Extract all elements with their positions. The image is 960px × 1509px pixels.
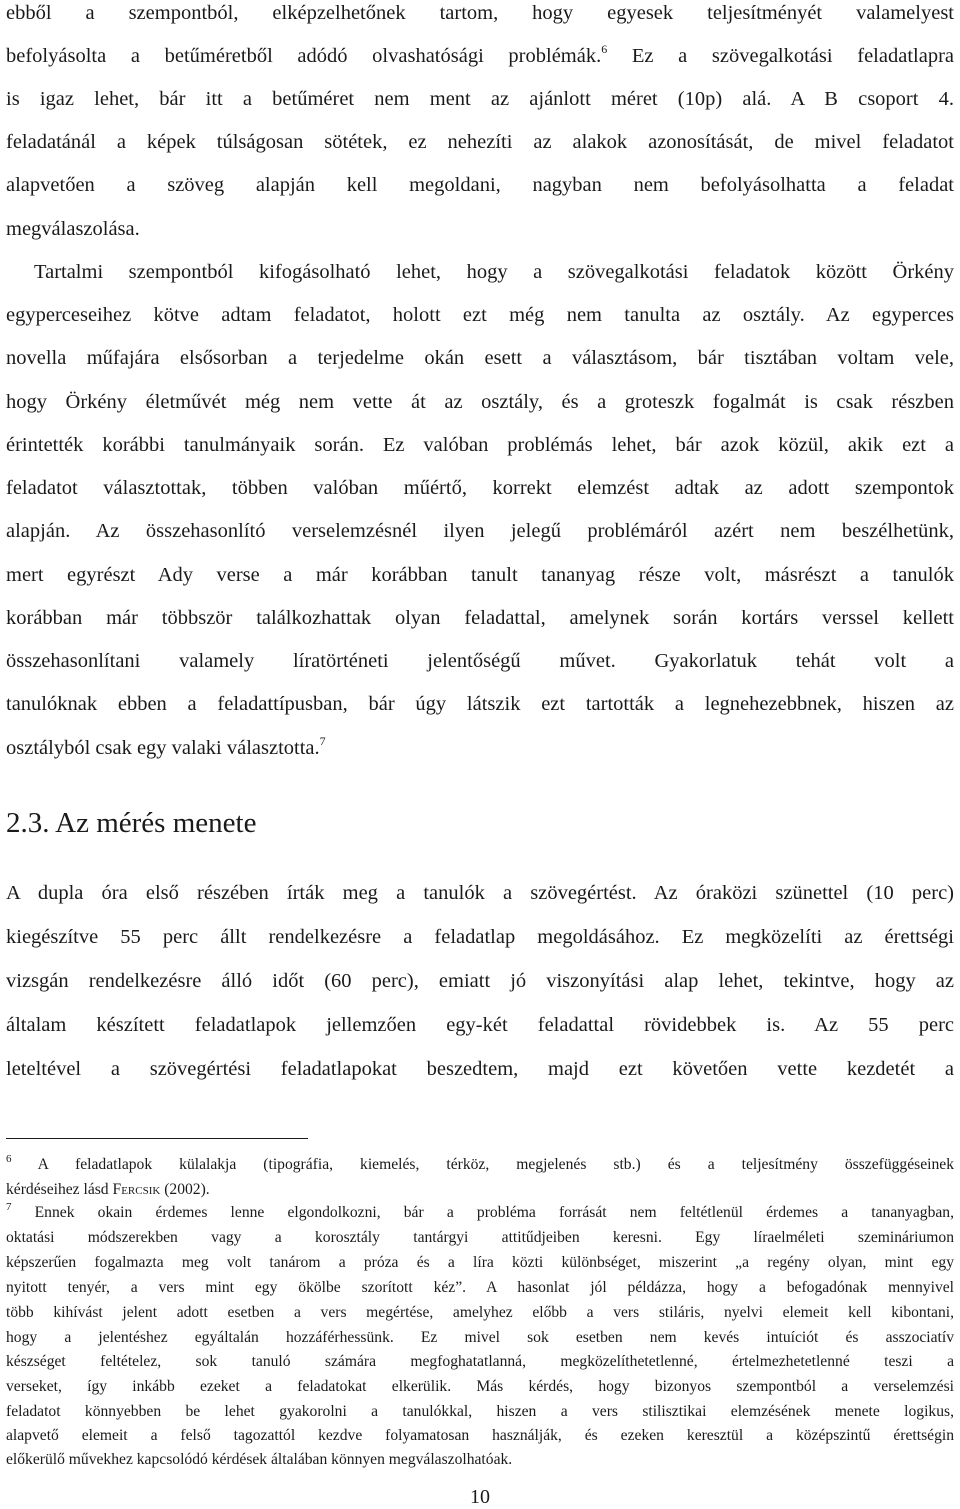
footnote-line: képszerűen fogalmazta meg volt tanárom a próza és a líra közti különbséget, miszerint „a regény olyan, mint egy [6, 1254, 954, 1271]
footnote-separator [6, 1138, 308, 1139]
footnote-line: hogy a jelentéshez egyáltalán hozzáférhessünk. Ez mivel sok esetben nem kevés intuíciót és asszociatív [6, 1329, 954, 1346]
footnote-line: készséget feltételez, sok tanuló számára megfoghatatlanná, megközelíthetetlenné, értelmezhetetlenné teszi a [6, 1353, 954, 1370]
text-line: érintették korábbi tanulmányaik során. Ez valóban problémás lehet, bár azok közül, akik ezt a [6, 434, 954, 456]
text-line: leteltével a szövegértési feladatlapokat beszedtem, majd ezt követően vette kezdetét a [6, 1058, 954, 1080]
text-line: összehasonlítani valamely líratörténeti jelentőségű művet. Gyakorlatuk tehát volt a [6, 650, 954, 672]
section-heading: 2.3. Az mérés menete [6, 807, 257, 839]
text-line: általam készített feladatlapok jellemzően egy-két feladattal rövidebbek is. Az 55 perc [6, 1014, 954, 1036]
page-number: 10 [470, 1486, 490, 1508]
footnote-line: verseket, így inkább ezeket a feladatokat elkerülik. Más kérdés, hogy bizonyos szempontból a verselemzési [6, 1378, 954, 1395]
footnote-line: nyitott tenyér, a vers mint egy ökölbe szorított kéz”. A hasonlat jól példázza, hogy a befogadónak mennyivel [6, 1279, 954, 1296]
footnote-ref-6[interactable]: 6 [601, 42, 608, 56]
text-line: novella műfajára elsősorban a terjedelme okán esett a választásom, bár tisztában voltam vele, [6, 347, 954, 369]
text-span: kérdéseihez lásd [6, 1181, 113, 1198]
text-line: alapján. Az összehasonlító verselemzésnél ilyen jelegű problémáról azért nem beszélhetünk, [6, 520, 954, 542]
text-span: A feladatlapok külalakja (tipográfia, kiemelés, térköz, megjelenés stb.) és a teljesítmény összefüggéseinek [11, 1156, 954, 1173]
footnote-number: 6 [6, 1153, 12, 1165]
text-span: osztályból csak egy valaki választotta. [6, 737, 320, 759]
footnote-number: 7 [6, 1201, 12, 1213]
footnote-line [6, 1180, 954, 1200]
text-line: A dupla óra első részében írták meg a tanulók a szövegértést. Az óraközi szünettel (10 perc) [6, 882, 954, 904]
footnote-line: több kihívást jelent adott esetben a vers megértése, amelyhez előbb a vers stiláris, nyelvi elemeit kell kibontani, [6, 1304, 954, 1321]
text-line: vizsgán rendelkezésre álló időt (60 perc), emiatt jó viszonyítási alap lehet, tekintve, hogy az [6, 970, 954, 992]
text-line: feladatánál a képek túlságosan sötétek, ez nehezíti az alakok azonosítását, de mivel feladatot [6, 131, 954, 153]
text-span: befolyásolta a betűméretből adódó olvashatósági problémák. [6, 45, 602, 67]
text-line: mert egyrészt Ady verse a már korábban tanult tananyag része volt, másrészt a tanulók [6, 564, 954, 586]
text-line [6, 43, 954, 69]
text-line: is igaz lehet, bár itt a betűméret nem ment az ajánlott méret (10p) alá. A B csoport 4. [6, 88, 954, 110]
footnote-line: oktatási módszerekben vagy a korosztály tantárgyi attitűdjeiben keresni. Egy líraelméleti szemináriumon [6, 1229, 954, 1246]
text-span: Ez a szövegalkotási feladatlapra [607, 45, 954, 67]
text-line: kiegészítve 55 perc állt rendelkezésre a feladatlap megoldásához. Ez megközelíti az érettségi [6, 926, 954, 948]
text-line: alapvetően a szöveg alapján kell megoldani, nagyban nem befolyásolhatta a feladat [6, 174, 954, 196]
text-span: Ennek okain érdemes lenne elgondolkozni, bár a probléma forrását nem feltétlenül érdemes a tananyagban, [11, 1204, 954, 1221]
text-line: feladatot választottak, többen valóban műértő, korrekt elemzést adtak az adott szempontok [6, 477, 954, 499]
footnote-line: alapvető elemeit a felső tagozattól kezdve folyamatosan használják, és ezeken keresztül a középszintű érettségin [6, 1427, 954, 1444]
text-line [6, 735, 954, 761]
text-line: Tartalmi szempontból kifogásolható lehet, hogy a szövegalkotási feladatok között Örkény [34, 261, 954, 283]
footnote-7 [6, 1203, 954, 1223]
text-line: megválaszolása. [6, 218, 140, 240]
text-line: hogy Örkény életművét még nem vette át az osztály, és a groteszk fogalmát is csak részben [6, 391, 954, 413]
text-span: (2002). [160, 1181, 210, 1198]
footnote-line: feladatot könnyebben be lehet gyakorolni a tanulókkal, hiszen a vers stilisztikai elemzésének menete logikus, [6, 1403, 954, 1420]
cited-author: Fercsik [112, 1181, 161, 1198]
text-line: tanulóknak ebben a feladattípusban, bár úgy látszik ezt tartották a legnehezebbnek, hiszen az [6, 693, 954, 715]
footnote-ref-7[interactable]: 7 [319, 734, 326, 748]
text-line: ebből a szempontból, elképzelhetőnek tartom, hogy egyesek teljesítményét valamelyest [6, 2, 954, 24]
footnote-line: előkerülő művekhez kapcsolódó kérdések általában könnyen megválaszolhatóak. [6, 1451, 513, 1468]
text-line: korábban már többször találkozhattak olyan feladattal, amelynek során kortárs verssel kellett [6, 607, 954, 629]
footnote-6 [6, 1155, 954, 1175]
text-line: egyperceseihez kötve adtam feladatot, holott ezt még nem tanulta az osztály. Az egyperces [6, 304, 954, 326]
